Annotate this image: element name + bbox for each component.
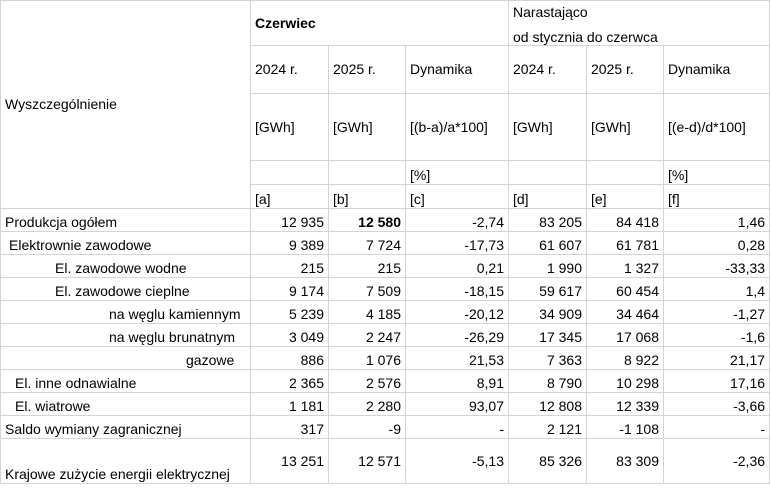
cell-f[interactable]: -2,36 <box>664 439 770 484</box>
cell-b[interactable]: 4 185 <box>329 301 406 324</box>
header-unit-a[interactable]: [GWh] <box>251 94 329 161</box>
cell-f[interactable]: -33,33 <box>664 255 770 278</box>
row-label[interactable]: na węglu kamiennym <box>1 301 251 324</box>
cell-d[interactable]: 59 617 <box>509 278 587 301</box>
cell-d[interactable]: 34 909 <box>509 301 587 324</box>
cell-f[interactable]: 21,17 <box>664 347 770 370</box>
cell-e[interactable]: 10 298 <box>587 370 664 393</box>
row-label[interactable]: El. inne odnawialne <box>1 370 251 393</box>
header-group-month[interactable]: Czerwiec <box>251 1 509 46</box>
cell-c[interactable]: -26,29 <box>406 324 509 347</box>
header-unit-d[interactable]: [GWh] <box>509 94 587 161</box>
header-col-b-year[interactable]: 2025 r. <box>329 46 406 94</box>
header-unit-e[interactable]: [GWh] <box>587 94 664 161</box>
cell-a[interactable]: 2 365 <box>251 370 329 393</box>
cell-c[interactable]: -20,12 <box>406 301 509 324</box>
cell-b[interactable]: 12 580 <box>329 209 406 232</box>
table-row <box>1 393 770 416</box>
cell-d[interactable]: 2 121 <box>509 416 587 439</box>
header-group-ytd-subtitle: od stycznia do czerwca <box>513 29 658 45</box>
cell-e[interactable]: 1 327 <box>587 255 664 278</box>
table-row <box>1 301 770 324</box>
header-key-e[interactable]: [e] <box>587 185 664 209</box>
cell-c[interactable]: -2,74 <box>406 209 509 232</box>
cell-e[interactable]: 61 781 <box>587 232 664 255</box>
table-row <box>1 416 770 439</box>
cell-f[interactable]: - <box>664 416 770 439</box>
cell-e[interactable]: 34 464 <box>587 301 664 324</box>
header-group-ytd[interactable] <box>509 1 770 46</box>
cell-f[interactable]: -1,6 <box>664 324 770 347</box>
cell-d[interactable]: 12 808 <box>509 393 587 416</box>
cell-d[interactable]: 1 990 <box>509 255 587 278</box>
table-row <box>1 278 770 301</box>
cell-c[interactable]: 93,07 <box>406 393 509 416</box>
table-row <box>1 370 770 393</box>
table-row <box>1 232 770 255</box>
cell-d[interactable]: 7 363 <box>509 347 587 370</box>
cell-b[interactable]: 7 509 <box>329 278 406 301</box>
header-col-e-year[interactable]: 2025 r. <box>587 46 664 94</box>
header-pct-f[interactable]: [%] <box>664 161 770 185</box>
cell-e[interactable]: 8 922 <box>587 347 664 370</box>
cell-d[interactable]: 85 326 <box>509 439 587 484</box>
cell-e[interactable]: 60 454 <box>587 278 664 301</box>
cell-e[interactable]: -1 108 <box>587 416 664 439</box>
table-row <box>1 209 770 232</box>
row-label[interactable]: El. zawodowe cieplne <box>1 278 251 301</box>
header-empty-cell[interactable] <box>509 161 587 185</box>
cell-b[interactable]: 2 576 <box>329 370 406 393</box>
cell-a[interactable]: 1 181 <box>251 393 329 416</box>
cell-e[interactable]: 17 068 <box>587 324 664 347</box>
cell-f[interactable]: -3,66 <box>664 393 770 416</box>
table-row <box>1 255 770 278</box>
cell-f[interactable]: 1,46 <box>664 209 770 232</box>
cell-d[interactable]: 8 790 <box>509 370 587 393</box>
cell-f[interactable]: 1,4 <box>664 278 770 301</box>
cell-d[interactable]: 61 607 <box>509 232 587 255</box>
header-key-f[interactable]: [f] <box>664 185 770 209</box>
header-label-column[interactable]: Wyszczególnienie <box>1 1 251 209</box>
cell-f[interactable]: 0,28 <box>664 232 770 255</box>
header-group-ytd-title: Narastająco <box>513 4 588 20</box>
row-label[interactable]: Krajowe zużycie energii elektrycznej <box>1 439 251 484</box>
cell-b[interactable]: 12 571 <box>329 439 406 484</box>
cell-a[interactable]: 317 <box>251 416 329 439</box>
header-empty-cell[interactable] <box>587 161 664 185</box>
header-empty-cell[interactable] <box>329 161 406 185</box>
cell-f[interactable]: -1,27 <box>664 301 770 324</box>
table-row <box>1 347 770 370</box>
cell-c[interactable]: 0,21 <box>406 255 509 278</box>
header-formula-c[interactable]: [(b-a)/a*100] <box>406 94 509 161</box>
cell-a[interactable]: 886 <box>251 347 329 370</box>
cell-a[interactable]: 9 174 <box>251 278 329 301</box>
cell-a[interactable]: 5 239 <box>251 301 329 324</box>
table-row <box>1 439 770 484</box>
header-col-a-year[interactable]: 2024 r. <box>251 46 329 94</box>
row-label[interactable]: Elektrownie zawodowe <box>1 232 251 255</box>
row-label[interactable]: Saldo wymiany zagranicznej <box>1 416 251 439</box>
header-pct-c[interactable]: [%] <box>406 161 509 185</box>
header-formula-f[interactable]: [(e-d)/d*100] <box>664 94 770 161</box>
cell-a[interactable]: 12 935 <box>251 209 329 232</box>
header-key-b[interactable]: [b] <box>329 185 406 209</box>
row-label[interactable]: gazowe <box>1 347 251 370</box>
header-col-f-title[interactable]: Dynamika <box>664 46 770 94</box>
cell-c[interactable]: -18,15 <box>406 278 509 301</box>
row-label[interactable]: na węglu brunatnym <box>1 324 251 347</box>
cell-c[interactable]: 21,53 <box>406 347 509 370</box>
cell-a[interactable]: 3 049 <box>251 324 329 347</box>
header-key-c[interactable]: [c] <box>406 185 509 209</box>
cell-a[interactable]: 13 251 <box>251 439 329 484</box>
cell-f[interactable]: 17,16 <box>664 370 770 393</box>
cell-e[interactable]: 84 418 <box>587 209 664 232</box>
table-row <box>1 324 770 347</box>
header-col-c-title[interactable]: Dynamika <box>406 46 509 94</box>
cell-e[interactable]: 12 339 <box>587 393 664 416</box>
row-label[interactable]: El. zawodowe wodne <box>1 255 251 278</box>
cell-c[interactable]: -17,73 <box>406 232 509 255</box>
header-col-d-year[interactable]: 2024 r. <box>509 46 587 94</box>
header-key-d[interactable]: [d] <box>509 185 587 209</box>
cell-b[interactable]: 2 247 <box>329 324 406 347</box>
cell-d[interactable]: 83 205 <box>509 209 587 232</box>
cell-c[interactable]: -5,13 <box>406 439 509 484</box>
cell-a[interactable]: 9 389 <box>251 232 329 255</box>
cell-b[interactable]: 215 <box>329 255 406 278</box>
cell-c[interactable]: 8,91 <box>406 370 509 393</box>
cell-b[interactable]: 2 280 <box>329 393 406 416</box>
cell-d[interactable]: 17 345 <box>509 324 587 347</box>
cell-b[interactable]: -9 <box>329 416 406 439</box>
cell-b[interactable]: 1 076 <box>329 347 406 370</box>
row-label[interactable]: El. wiatrowe <box>1 393 251 416</box>
header-unit-b[interactable]: [GWh] <box>329 94 406 161</box>
header-key-a[interactable]: [a] <box>251 185 329 209</box>
header-empty-cell[interactable] <box>251 161 329 185</box>
cell-e[interactable]: 83 309 <box>587 439 664 484</box>
row-label[interactable]: Produkcja ogółem <box>1 209 251 232</box>
cell-b[interactable]: 7 724 <box>329 232 406 255</box>
cell-c[interactable]: - <box>406 416 509 439</box>
header-row-groups <box>1 1 770 46</box>
cell-a[interactable]: 215 <box>251 255 329 278</box>
